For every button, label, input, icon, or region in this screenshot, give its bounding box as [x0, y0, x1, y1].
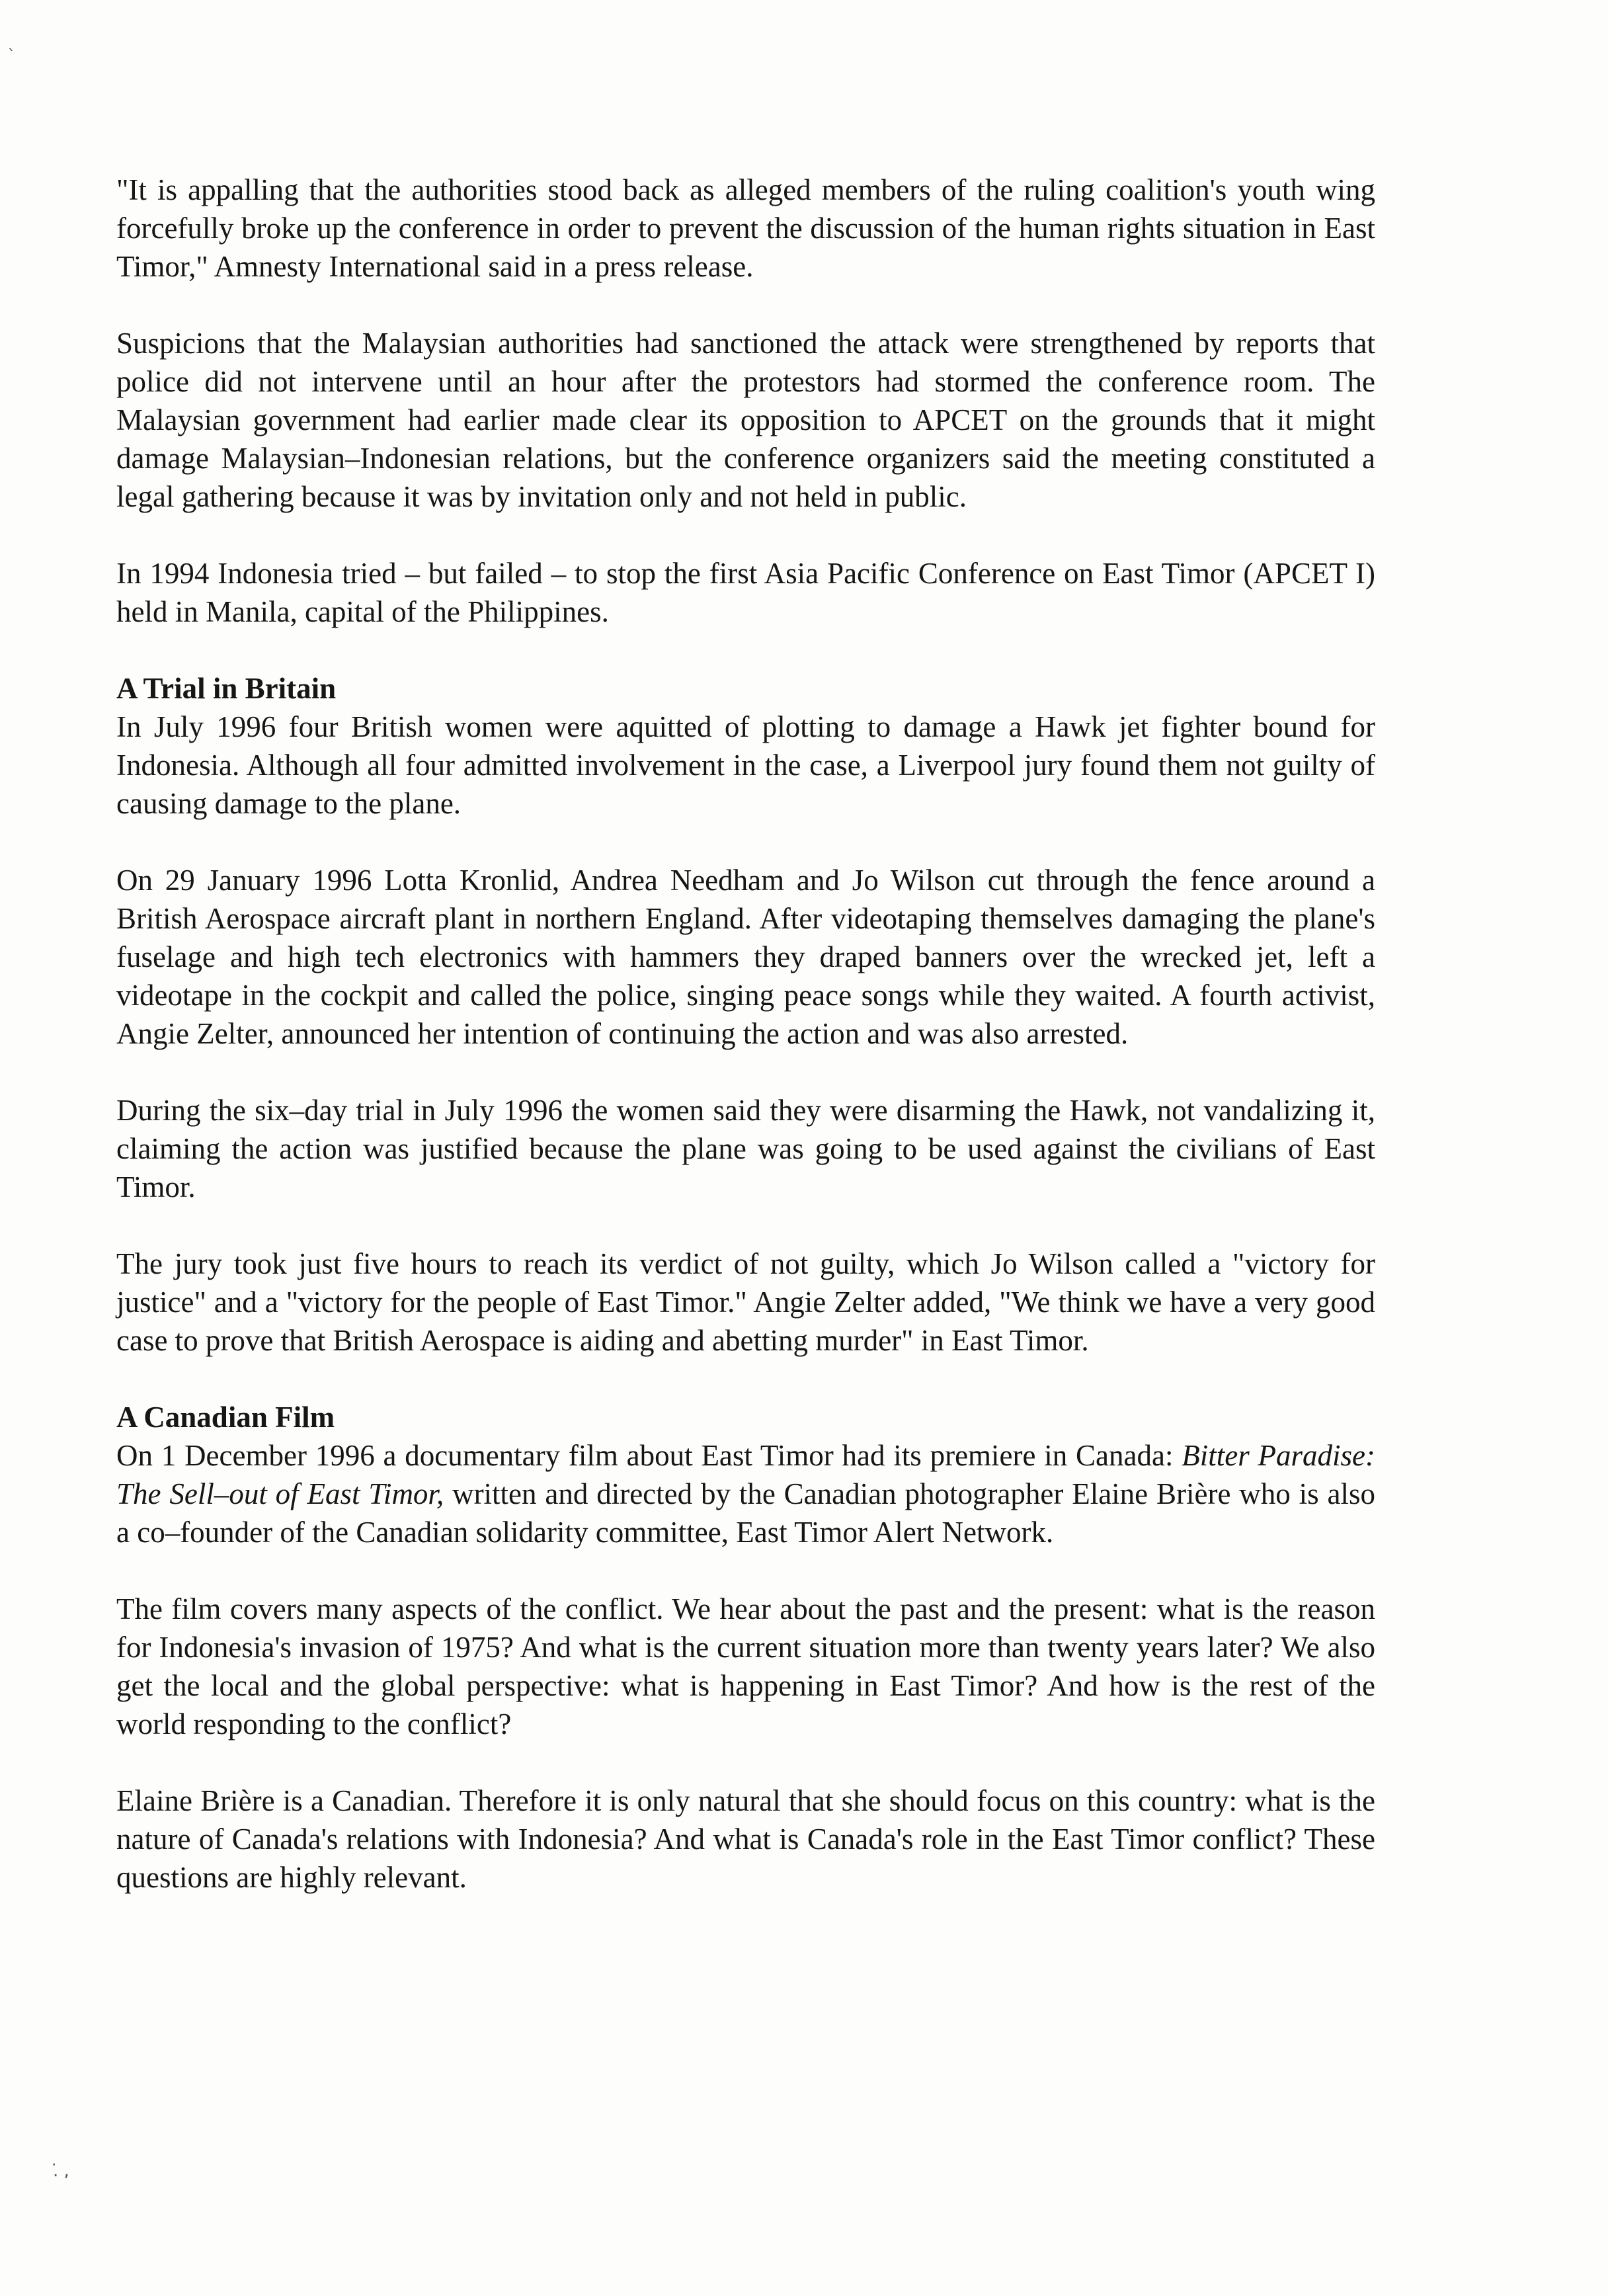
paragraph: During the six–day trial in July 1996 the women said they were disarming the Hawk, not vandalizing it, claiming the action was justified because the plane was going to be used against the civilians of East Timor.	[116, 1094, 1375, 1204]
paragraph: Elaine Brière is a Canadian. Therefore it is only natural that she should focus on this country: what is the nature of Canada's relations with Indonesia? And what is Canada's role in the East Timor conflict? These questions are highly relevant.	[116, 1784, 1375, 1894]
document-body	[116, 171, 1375, 1935]
paragraph: In July 1996 four British women were aquitted of plotting to damage a Hawk jet fighter bound for Indonesia. Although all four admitted involvement in the case, a Liverpool jury found them not guilty of causing damage to the plane.	[116, 710, 1375, 820]
paragraph: In 1994 Indonesia tried – but failed – to stop the first Asia Pacific Conference on East Timor (APCET I) held in Manila, capital of the Philippines.	[116, 557, 1375, 628]
scan-speck: `	[8, 48, 15, 64]
paragraph: Suspicions that the Malaysian authorities had sanctioned the attack were strengthened by reports that police did not intervene until an hour after the protestors had stormed the conference room. The Malaysian government had earlier made clear its opposition to APCET on the grounds that it might damage Malaysian–Indonesian relations, but the conference organizers said the meeting constituted a legal gathering because it was by invitation only and not held in public.	[116, 327, 1375, 513]
film-para-text: written and directed by the Canadian photographer Elaine Brière who is also a co–founder of the Canadian solidarity committee, East Timor Alert Network.	[116, 1477, 1375, 1549]
paragraph: On 29 January 1996 Lotta Kronlid, Andrea Needham and Jo Wilson cut through the fence around a British Aerospace aircraft plant in northern England. After videotaping themselves damaging the plane's fuselage and high tech electronics with hammers they draped banners over the wrecked jet, left a videotape in the cockpit and called the police, singing peace songs while they waited. A fourth activist, Angie Zelter, announced her intention of continuing the action and was also arrested.	[116, 864, 1375, 1050]
film-para-text: On 1 December 1996 a documentary film about East Timor had its premiere in Canada:	[116, 1439, 1182, 1472]
section-heading: A Canadian Film	[116, 1401, 335, 1434]
section-trial-in-britain	[116, 669, 1375, 1360]
section-canadian-film	[116, 1398, 1375, 1897]
film-title: Bitter Paradise: The Sell–out of East Timor,	[116, 1439, 1375, 1510]
paragraph: "It is appalling that the authorities stood back as alleged members of the ruling coalition's youth wing forcefully broke up the conference in order to prevent the discussion of the human rights situation in East Timor," Amnesty International said in a press release.	[116, 173, 1375, 283]
paragraph-film-premiere	[116, 1436, 1375, 1551]
paragraph: The film covers many aspects of the conflict. We hear about the past and the present: what is the reason for Indonesia's invasion of 1975? And what is the current situation more than twenty years later? We also get the local and the global perspective: what is happening in East Timor? And how is the rest of the world responding to the conflict?	[116, 1592, 1375, 1741]
scan-speck: .̇ ,	[53, 2161, 69, 2181]
paragraph: The jury took just five hours to reach its verdict of not guilty, which Jo Wilson called a "victory for justice" and a "victory for the people of East Timor." Angie Zelter added, "We think we have a very good case to prove that British Aerospace is aiding and abetting murder" in East Timor.	[116, 1247, 1375, 1357]
section-heading: A Trial in Britain	[116, 672, 337, 705]
